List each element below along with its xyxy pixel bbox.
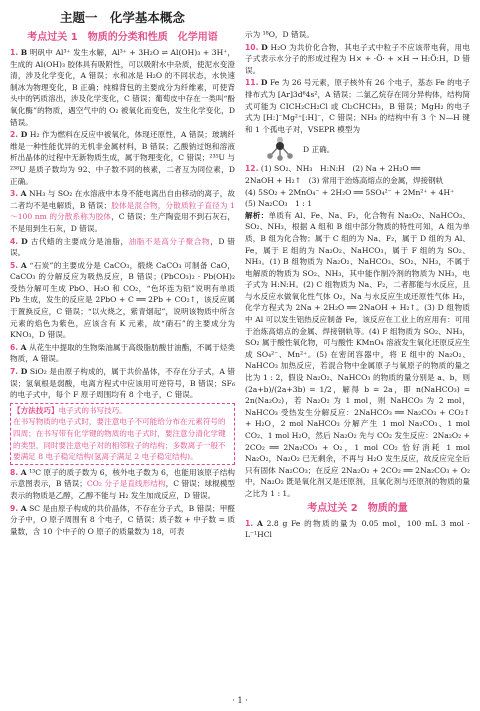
answer-text: ，D 错误。 — [10, 236, 235, 258]
section2-answer-1 — [245, 518, 470, 541]
question-number: 8. — [10, 467, 19, 477]
question-number: 12. — [245, 164, 259, 174]
answer-12 — [245, 163, 470, 499]
page-title — [10, 10, 470, 26]
answer-letter: D — [261, 42, 268, 52]
answer-text: NH₃ 与 SO₂ 在水溶液中本身不能电离出自由移动的离子，故二者均不是电解质，B 错误； — [10, 189, 235, 210]
answer-letter: A — [256, 518, 263, 528]
answer-10 — [245, 42, 470, 77]
answer-5 — [10, 260, 235, 341]
question-number: 10. — [245, 42, 259, 52]
answer-7 — [10, 366, 235, 401]
answer-text: “石炭”的主要成分是 CaCO₃，煅烧 CaCO₃ 可制备 CaO，CaCO₃ 的分解反应为吸热反应，B 错误；(PbCO₃)₂ · Pb(OH)₂ 受热分解可生成 PbO、H₂O 和 CO₂，“色坏连为铅”说明有单质 Pb 生成，发生的反应是 2PbO + C ══ 2Pb + CO₂↑，该反应属于置换反应，C 错误；“以火烧之，紫青烟起”，说明该物质中所含元素的焰色为紫色，应该含有 K 元素，故“硝石”的主要成分为 KNO₃，D 错误。 — [10, 260, 236, 340]
question-number: 5. — [10, 260, 19, 270]
answer-text: ，C 错误；生产陶瓷用不到石灰石，不是用到生石灰，D 错误。 — [10, 212, 235, 233]
answer-text: 明矾中 Al³⁺ 发生水解，Al³⁺ + 3H₂O ⇌ Al(OH)₃ + 3H⁺，生成的 Al(OH)₃ 胶体具有吸附性，可以吸附水中杂质，使泥水变澄清，涉及化学变化，A 错误；水和冰是 H₂O 的不同状态，水快速制冰为物理变化，B 正确；纯棉背包的主要成分为纤维素，可使背头中的钙质溶出，涉及化学变化，C 错误；葡萄皮中存在一类叫“酚氧化酶”的物质，遇空气中的 O₂ 被氧化而变色，发生化学变化，D 错误。 — [10, 48, 235, 127]
answer-letter: A — [20, 503, 27, 513]
answer-4 — [10, 236, 235, 259]
question-number: 9. — [10, 503, 19, 513]
answer-letter: D — [20, 130, 28, 140]
tip-heading: 【方法技巧】 — [13, 405, 59, 415]
question-number: 11. — [245, 78, 259, 88]
vsepr-model-figure — [265, 137, 470, 161]
answer-letter: A — [20, 189, 27, 199]
answer-letter: D — [20, 367, 28, 377]
topic-number: 主题一 — [60, 10, 98, 25]
answer-text: H₂ 作为燃料在反应中被氧化，体现还原性，A 错误；玻璃纤维是一种性能优异的无机非金属材料，B 错误；乙酸钠过饱和溶液析出晶体的过程中无新物质生成，属于物理变化，C 错误；²³⁵U 与 ²³⁸U 是质子数均为 92、中子数不同的核素，二者互为同位素，D 正确。 — [10, 130, 235, 186]
answer-text: Fe 为 26 号元素，原子核外有 26 个电子，基态 Fe 的电子排布式为 [Ar]3d⁶4s²，A 错误；二氯乙烷存在同分异构体，结构简式可能为 CICH₂CH₂Cl 或 Cl₂CHCH₃，B 错误；MgH₂ 的电子式为 [H:]⁻Mg²⁺[:H]⁻，C 错误；NH₃ 的结构中有 3 个 N—H 键和 1 个孤电子对，VSEPR 模型为 — [245, 78, 470, 134]
question-number: 1. — [245, 518, 254, 528]
answer-text: ，C 错误；球棍模型表示的物质是乙醇，乙醇不能与 H₂ 发生加成反应，D 错误。 — [10, 479, 236, 500]
tip-subject: 电子式的书写技巧。 — [58, 405, 127, 415]
answer-1 — [10, 47, 235, 128]
answer-text: 2.8 g Fe 的物质的量为 0.05 mol，100 mL 3 mol · L⁻¹HCl — [245, 518, 470, 540]
topic-title: 化学基本概念 — [109, 10, 185, 25]
vsepr-model-icon — [265, 137, 295, 161]
answer-line: (5) Na₂CO₃ 1 : 1 — [245, 199, 313, 209]
highlight-text: CO₂ 分子是直线形结构 — [86, 479, 166, 489]
answer-letter: A — [20, 467, 27, 477]
answer-text: ¹³C 原子的质子数为 6，核外电子数为 6，也能用该原子结构示意图表示，B 错误； — [10, 467, 235, 489]
highlight-text: 油脂不是高分子聚合物 — [128, 236, 211, 246]
answer-text: H₂O 为共价化合物，其电子式中粒子不应该带电荷，用电子式表示水分子的形成过程为 H× + ·Ö· + ×H → H:Ö:H，D 错误。 — [245, 42, 470, 75]
answer-letter: A — [20, 342, 27, 352]
question-number: 1. — [10, 48, 19, 57]
answer-8 — [10, 467, 235, 502]
answer-3 — [10, 188, 235, 234]
method-tip-box — [10, 403, 235, 465]
page-number: · 1 · — [232, 696, 248, 706]
answer-letter: D — [21, 236, 28, 246]
answer-text: SiO₂ 是由原子构成的，属于共价晶体，不存在分子式，A 错误；氢氧根是弱酸，电离方程式中应该用可逆符号，B 错误；SF₆ 的电子式中，每个 F 原子周围均有 8 个电子，C 错误。 — [10, 367, 236, 400]
answer-letter: D — [260, 78, 268, 88]
answer-2 — [10, 129, 235, 187]
analysis-heading: 解析： — [245, 210, 269, 220]
left-column — [10, 29, 235, 542]
answer-9-continued: 示为 ¹⁸O，D 错误。 — [245, 30, 314, 39]
question-number: 4. — [10, 236, 19, 246]
highlight-text: 胶体是混合物，分散质粒子直径为 1～100 nm 的分散系称为胶体 — [10, 200, 235, 222]
answer-text: 从花生中提取的生物柴油属于高级脂肪酸甘油酯，不属于烃类物质，A 错误。 — [10, 342, 235, 364]
answer-text: SC 是由原子构成的共价晶体，不存在分子式，B 错误；甲醛分子中，O 原子周围有 8 个电子，C 错误；质子数 + 中子数 = 质量数，含 10 个中子的 O 原子的质量数为 18，可表 — [10, 503, 236, 536]
two-column-body — [10, 29, 470, 542]
answer-line: 2NaOH + H₂↑ (3) 常用于治炼高熔点的金属，焊接钢轨 — [245, 175, 444, 185]
right-column — [245, 29, 470, 542]
answer-line: (4) 5SO₂ + 2MnO₄⁻ + 2H₂O ══ 5SO₄²⁻ + 2Mn²⁺ + 4H⁺ — [245, 187, 455, 197]
tip-body: 在书写物质的电子式时，要注意电子不可能给分布在元素符号的四周；在书写带有化学键的物质的电子式时，要注意分清化学键的类型，同时要注意电子对的相邻粒子的结构；多数离子一般不要满足 8 电子稳定结构(氢离子满足 2 电子稳定结构)。 — [13, 417, 226, 462]
answer-letter: B — [20, 48, 28, 57]
section-heading-2: 考点过关 2 物质的量 — [307, 502, 408, 514]
question-number: 6. — [10, 342, 19, 352]
analysis-text: 单质有 Al、Fe、Na、F₂，化合物有 Na₂O₂、NaHCO₃、SO₂、NH₃，根据 A 组和 B 组中部分物质的特性可知，A 组为单质，B 组为化合物；属于 C 组的为 Na、F₂，属于 D 组的为 Al、Fe，属于 E 组的为 Na₂O₂、NaHCO₃，属于 F 组的为 SO₂、NH₃。(1) B 组物质为 Na₂O₂、NaHCO₃、SO₂、NH₃，不属于电解质的物质为 SO₂、NH₃，其中能作制冷剂的物质为 NH₃，电子式为 H:N:H。(2) C 组物质为 Na、F₂，二者都能与水反应，且与水反应水做氧化性气体 O₂，Na 与水反应生成还原性气体 H₂，化学方程式为 2Na + 2H₂O ══ 2NaOH + H₂↑。(3) D 组物质中 Al 可以发生铝热反应制备 Fe，该反应在工业上的应用有：可用于治炼高熔点的金属、焊接钢轨等。(4) F 组物质为 SO₂、NH₃，SO₂ 属于酸性氧化物，可与酸性 KMnO₄ 溶液发生氧化还原反应生成 SO₄²⁻、Mn²⁺。(5) 在密闭容器中，将 E 组中的 Na₂O₂、NaHCO₃ 加热反应，若混合物中金属原子与氧原子的物质的量之比为 1 : 2，假设 Na₂O₂、NaHCO₃ 的物质的量分别是 a、b，则 (2a+b)/(2a+3b) = 1/2，解得 b = 2a，即 n(NaHCO₃) = 2n(Na₂O₂)，若 Na₂O₂ 为 1 mol，则 NaHCO₃ 为 2 mol，NaHCO₃ 受热发生分解反应：2NaHCO₃ ══ Na₂CO₃ + CO₂↑ + H₂O，2 mol NaHCO₃ 分解产生 1 mol Na₂CO₃、1 mol CO₂、1 mol H₂O，然后 Na₂O₂ 先与 CO₂ 发生反应：2Na₂O₂ + 2CO₂ ══ 2Na₂CO₃ + O₂，1 mol CO₂ 恰好消耗 1 mol Na₂O₂，Na₂O₂ 已无剩余，不再与 H₂O 发生反应，故反应完全后只有固体 Na₂CO₃；在反应 2Na₂O₂ + 2CO₂ ══ 2Na₂CO₃ + O₂ 中，Na₂O₂ 既是氧化剂又是还原剂，且氧化剂与还原剂的物质的量之比为 1 : 1。 — [245, 210, 471, 498]
answer-6 — [10, 342, 235, 365]
answer-text: 古代蜡的主要成分是油脂， — [30, 236, 129, 246]
answer-11 — [245, 77, 470, 161]
answer-9 — [10, 503, 235, 538]
question-number: 2. — [10, 130, 19, 140]
section-heading-1: 考点过关 1 物质的分类和性质 化学用语 — [27, 32, 218, 43]
question-number: 7. — [10, 367, 19, 377]
answer-letter: A — [20, 260, 27, 270]
answer-text: D 正确。 — [303, 144, 335, 154]
question-number: 3. — [10, 189, 19, 199]
answer-line: (1) SO₂、NH₃ H:N:H (2) Na + 2H₂O ══ — [260, 164, 421, 174]
